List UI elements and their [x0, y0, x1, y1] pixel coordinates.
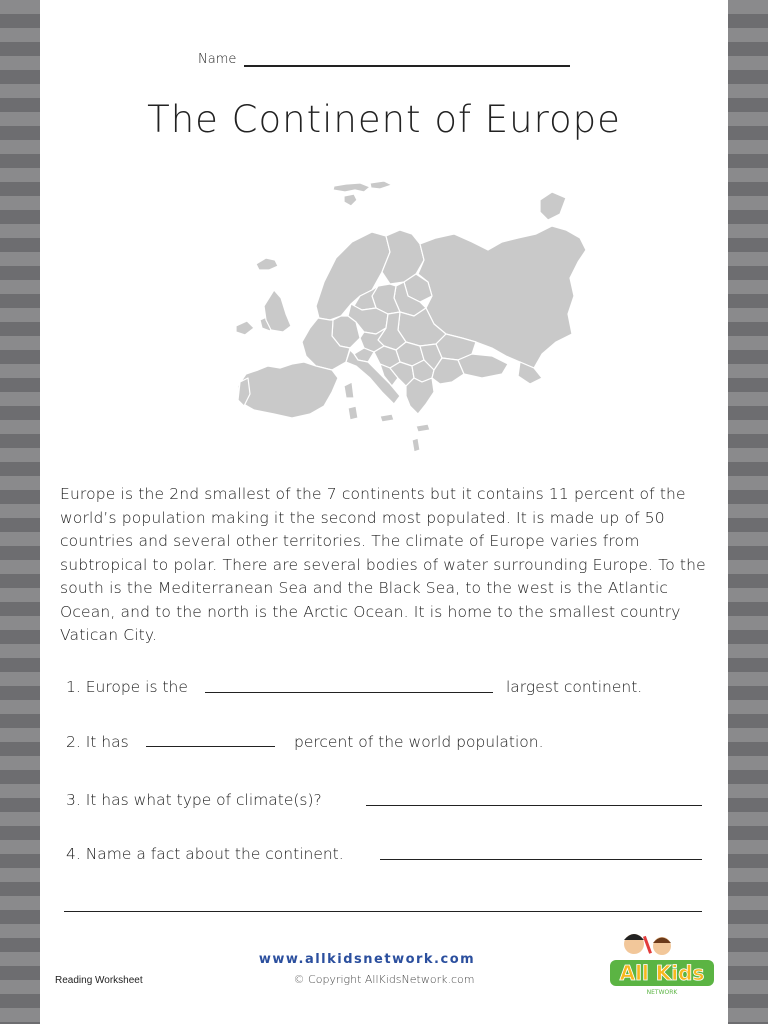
question-4-text: 4. Name a fact about the continent. [66, 845, 344, 863]
right-border-stripes [728, 0, 768, 1024]
name-field [198, 52, 578, 72]
allkids-network-logo [604, 926, 720, 998]
question-4-answer-blank[interactable] [380, 859, 702, 860]
question-1-prefix: 1. Europe is the [66, 678, 188, 696]
worksheet-type-label: Reading Worksheet [55, 975, 143, 986]
page-title: The Continent of Europe [147, 98, 621, 141]
extra-answer-line[interactable] [64, 911, 702, 912]
svg-text:NETWORK: NETWORK [646, 989, 678, 996]
question-1-suffix: largest continent. [506, 678, 643, 696]
question-3-text: 3. It has what type of climate(s)? [66, 791, 322, 809]
question-2-prefix: 2. It has [66, 733, 129, 751]
copyright-text: © Copyright AllKidsNetwork.com [293, 973, 475, 986]
website-link[interactable]: www.allkidsnetwork.com [258, 952, 476, 967]
question-2-suffix: percent of the world population. [294, 733, 544, 751]
question-3-answer-blank[interactable] [366, 805, 702, 806]
name-label: Name [198, 52, 237, 67]
question-2-answer-blank[interactable] [146, 746, 275, 747]
europe-description-paragraph: Europe is the 2nd smallest of the 7 continents but it contains 11 percent of the world’s population making it the second most populated. It is made up of 50 countries and several other territories. The climate of Europe varies from subtropical to polar. There are several bodies of water surrounding Europe. To the south is the Mediterranean Sea and the Black Sea, to the west is the Atlantic Ocean, and to the north is the Arctic Ocean. It is home to the smallest country Vatican City. [60, 485, 706, 644]
name-blank-line[interactable] [244, 65, 570, 67]
left-border-stripes [0, 0, 40, 1024]
question-1-answer-blank[interactable] [205, 692, 493, 693]
svg-text:All Kids: All Kids [619, 961, 705, 985]
europe-map-icon [220, 178, 590, 456]
